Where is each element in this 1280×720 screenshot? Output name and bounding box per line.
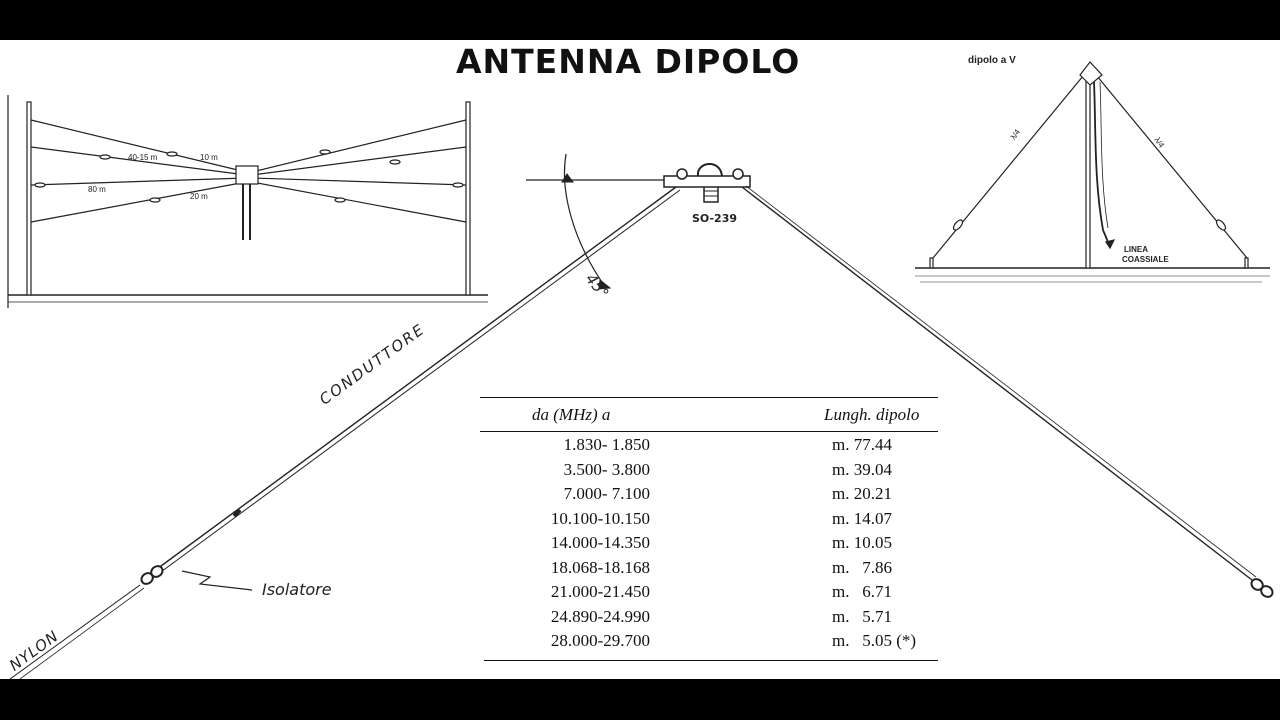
v-left-lambda-label: λ/4: [1008, 127, 1023, 142]
length-cell: m. 20.21: [832, 484, 892, 503]
length-cell: m. 14.07: [832, 508, 892, 528]
range-cell: 21.000-21.450: [550, 582, 650, 601]
range-cell: 1.830- 1.850: [563, 435, 650, 454]
table-row: [478, 509, 940, 533]
page-title: ANTENNA DIPOLO: [456, 42, 801, 81]
range-cell: 7.000- 7.100: [563, 484, 650, 503]
table-top-rule: [480, 397, 938, 398]
table-bottom-rule: [484, 660, 938, 661]
range-cell: 10.100-10.150: [550, 508, 650, 528]
table-header-rule: [480, 431, 938, 432]
header-range: da (MHz) a: [532, 405, 611, 424]
coax-label-2: COASSIALE: [1122, 255, 1169, 264]
table-row: [478, 484, 940, 508]
length-cell: m. 39.04: [832, 459, 892, 479]
label-20m: 20 m: [190, 192, 208, 201]
table-row: [478, 631, 940, 655]
label-40-15m: 40-15 m: [128, 153, 158, 162]
length-cell: m. 10.05: [832, 533, 892, 552]
length-cell: m. 6.71: [832, 582, 892, 601]
label-10m: 10 m: [200, 153, 218, 162]
table-row: [478, 533, 940, 557]
insulator-label: Isolatore: [262, 580, 332, 599]
length-cell: m. 5.05 (*): [832, 631, 917, 650]
header-length: Lungh. dipolo: [824, 405, 920, 424]
table-row: [478, 607, 940, 631]
v-dipole-title: dipolo a V: [968, 55, 1016, 66]
coax-label-1: LINEA: [1124, 245, 1148, 254]
range-cell: 14.000-14.350: [550, 533, 650, 552]
table-row: [478, 558, 940, 582]
connector-label: SO-239: [692, 212, 738, 225]
range-cell: 24.890-24.990: [550, 606, 650, 626]
nylon-label: NYLON: [6, 626, 63, 675]
range-cell: 28.000-29.700: [550, 631, 650, 650]
label-80m: 80 m: [88, 185, 106, 194]
length-cell: m. 5.71: [832, 606, 892, 626]
table-row: [478, 582, 940, 606]
conductor-label: CONDUTTORE: [316, 319, 429, 409]
diagram-sheet: [0, 40, 1280, 679]
range-cell: 3.500- 3.800: [563, 459, 650, 479]
table-row: [478, 435, 940, 459]
angle-label: 45°: [581, 270, 613, 303]
table-row: [478, 460, 940, 484]
length-cell: m. 77.44: [832, 435, 892, 454]
v-right-lambda-label: λ/4: [1152, 135, 1167, 150]
length-cell: m. 7.86: [832, 557, 892, 577]
range-cell: 18.068-18.168: [550, 557, 650, 577]
